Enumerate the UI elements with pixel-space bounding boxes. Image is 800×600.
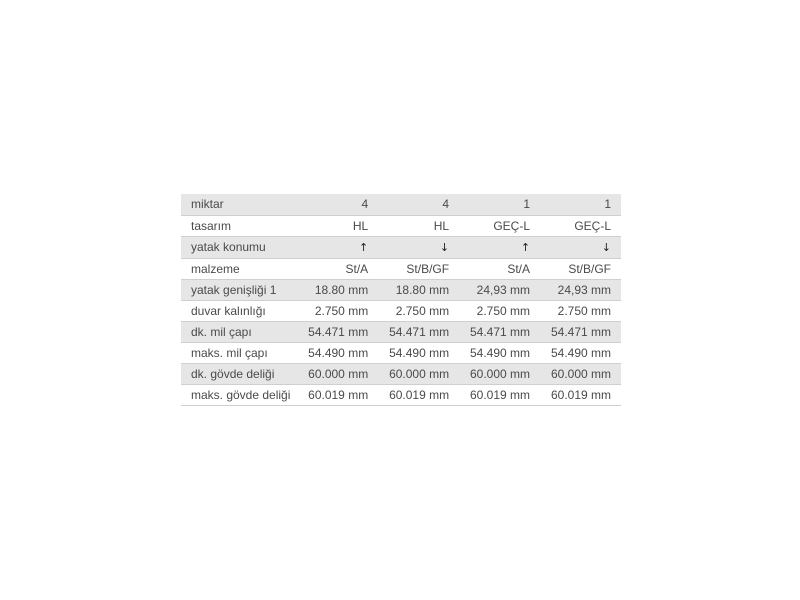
table-cell: 54.471 mm bbox=[297, 321, 378, 342]
table-cell bbox=[540, 236, 621, 258]
row-label: dk. gövde deliği bbox=[181, 363, 297, 384]
spec-row-wall-thickness bbox=[181, 300, 621, 321]
spec-row-max-housing-bore bbox=[181, 384, 621, 405]
row-label: tasarım bbox=[181, 215, 297, 236]
table-cell bbox=[297, 236, 378, 258]
table-cell: 54.490 mm bbox=[540, 342, 621, 363]
table-cell: 54.490 mm bbox=[459, 342, 540, 363]
table-cell: 54.471 mm bbox=[540, 321, 621, 342]
table-cell: 18.80 mm bbox=[297, 279, 378, 300]
table-cell: GEÇ-L bbox=[540, 215, 621, 236]
table-cell: 1 bbox=[459, 194, 540, 215]
row-label: maks. gövde deliği bbox=[181, 384, 297, 405]
row-label: malzeme bbox=[181, 258, 297, 279]
table-cell: St/A bbox=[297, 258, 378, 279]
spec-row-material bbox=[181, 258, 621, 279]
spec-row-min-shaft-diameter bbox=[181, 321, 621, 342]
table-cell bbox=[378, 236, 459, 258]
table-cell: 2.750 mm bbox=[378, 300, 459, 321]
table-cell bbox=[459, 236, 540, 258]
table-cell: 60.000 mm bbox=[378, 363, 459, 384]
table-cell: 60.000 mm bbox=[459, 363, 540, 384]
arrow-down-icon: ↓ bbox=[439, 240, 450, 254]
spec-row-bearing-width bbox=[181, 279, 621, 300]
table-cell: 2.750 mm bbox=[297, 300, 378, 321]
spec-row-max-shaft-diameter bbox=[181, 342, 621, 363]
table-cell: 18.80 mm bbox=[378, 279, 459, 300]
table-cell: HL bbox=[297, 215, 378, 236]
table-cell: St/B/GF bbox=[540, 258, 621, 279]
row-label: maks. mil çapı bbox=[181, 342, 297, 363]
table-cell: HL bbox=[378, 215, 459, 236]
spec-row-min-housing-bore bbox=[181, 363, 621, 384]
table-cell: GEÇ-L bbox=[459, 215, 540, 236]
spec-row-design bbox=[181, 215, 621, 236]
row-label: yatak genişliği 1 bbox=[181, 279, 297, 300]
arrow-up-icon: ↑ bbox=[520, 240, 531, 254]
table-cell: 60.019 mm bbox=[540, 384, 621, 405]
table-cell: 4 bbox=[297, 194, 378, 215]
table-cell: 60.019 mm bbox=[297, 384, 378, 405]
bearing-spec-table bbox=[181, 194, 621, 406]
table-cell: St/B/GF bbox=[378, 258, 459, 279]
table-cell: 4 bbox=[378, 194, 459, 215]
table-cell: St/A bbox=[459, 258, 540, 279]
table-cell: 1 bbox=[540, 194, 621, 215]
spec-row-bearing-position bbox=[181, 236, 621, 258]
row-label: dk. mil çapı bbox=[181, 321, 297, 342]
table-cell: 54.471 mm bbox=[378, 321, 459, 342]
table-cell: 2.750 mm bbox=[459, 300, 540, 321]
table-cell: 54.471 mm bbox=[459, 321, 540, 342]
table-cell: 24,93 mm bbox=[540, 279, 621, 300]
arrow-up-icon: ↑ bbox=[358, 240, 369, 254]
row-label: duvar kalınlığı bbox=[181, 300, 297, 321]
table-cell: 24,93 mm bbox=[459, 279, 540, 300]
table-cell: 60.019 mm bbox=[459, 384, 540, 405]
spec-row-quantity bbox=[181, 194, 621, 215]
table-cell: 54.490 mm bbox=[297, 342, 378, 363]
table-cell: 54.490 mm bbox=[378, 342, 459, 363]
row-label: miktar bbox=[181, 194, 297, 215]
table-cell: 60.000 mm bbox=[540, 363, 621, 384]
table-cell: 2.750 mm bbox=[540, 300, 621, 321]
arrow-down-icon: ↓ bbox=[601, 240, 611, 254]
table-cell: 60.019 mm bbox=[378, 384, 459, 405]
row-label: yatak konumu bbox=[181, 236, 297, 258]
table-cell: 60.000 mm bbox=[297, 363, 378, 384]
